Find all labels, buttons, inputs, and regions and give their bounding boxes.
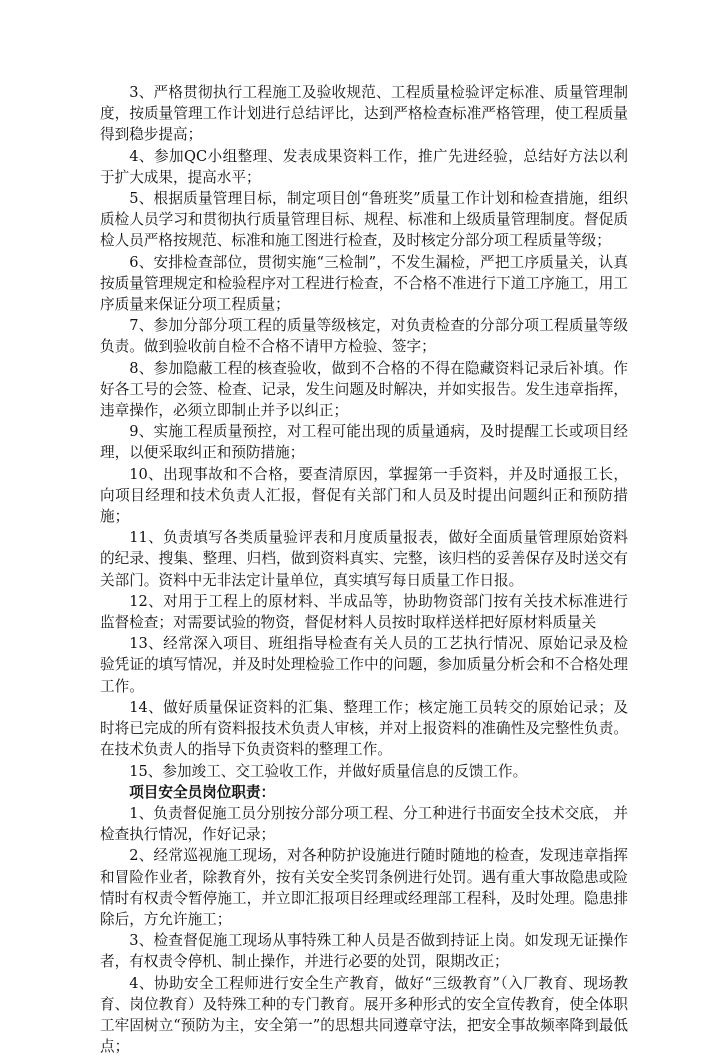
quality-duty-6: 6、安排检查部位，贯彻实施“三检制”，不发生漏检，严把工序质量关，认真按质量管理规定和检验程序对工程进行检查，不合格不准进行下道工序施工，用工序质量来保证分项工程质量； [100,253,628,314]
quality-duty-5: 5、根据质量管理目标，制定项目创“鲁班奖”质量工作计划和检查措施，组织质检人员学习和贯彻执行质量管理目标、规程、标准和上级质量管理制度。督促质检人员严格按规范、标准和施工图进行检查，及时核定分部分项工程质量等级； [100,190,628,250]
quality-duty-13: 13、经常深入项目、班组指导检查有关人员的工艺执行情况、原始记录及检验凭证的填写情况，并及时处理检验工作中的问题，参加质量分析会和不合格处理工作。 [100,635,628,695]
quality-duty-8: 8、参加隐蔽工程的核查验收，做到不合格的不得在隐藏资料记录后补填。作好各工号的会签、检查、记录，发生问题及时解决，并如实报告。发生违章指挥，违章操作，必须立即制止并予以纠正； [100,359,628,420]
safety-section-heading: 项目安全员岗位职责： [129,783,276,801]
quality-duty-11: 11、负责填写各类质量验评表和月度质量报表，做好全面质量管理原始资料的纪录、搜集、整理、归档，做到资料真实、完整，该归档的妥善保存及时送交有关部门。资料中无非法定计量单位，真实填写每日质量工作日报。 [100,529,628,589]
quality-duty-15: 15、参加竣工、交工验收工作，并做好质量信息的反馈工作。 [129,762,528,780]
quality-duty-7: 7、参加分部分项工程的质量等级核定，对负责检查的分部分项工程质量等级负责。做到验收前自检不合格不请甲方检验、签字； [100,317,628,356]
safety-duty-1: 1、负责督促施工员分别按分部分项工程、分工种进行书面安全技术交底， 并检查执行情况，作好记录； [100,804,628,844]
quality-duty-10: 10、出现事故和不合格，要查清原因，掌握第一手资料，并及时通报工长，向项目经理和技术负责人汇报，督促有关部门和人员及时提出问题纠正和预防措施； [100,465,628,526]
safety-duty-2: 2、经常巡视施工现场，对各种防护设施进行随时随地的检查，发现违章指挥和冒险作业者，除教育外，按有关安全奖罚条例进行处罚。遇有重大事故隐患或险情时有权责令暂停施工，并立即汇报项目经理或经理部工程科，及时处理。隐患排除后，方允许施工； [100,847,628,928]
quality-duty-14: 14、做好质量保证资料的汇集、整理工作；核定施工员转交的原始记录；及时将已完成的所有资料报技术负责人审核，并对上报资料的准确性及完整性负责。在技术负责人的指导下负责资料的整理工作。 [100,698,628,759]
document-page [100,82,628,1057]
quality-duty-12: 12、对用于工程上的原材料、半成品等，协助物资部门按有关技术标准进行监督检查；对需要试验的物资，督促材料人员按时取样送样把好原材料质量关 [100,592,628,632]
quality-duty-3: 3、严格贯彻执行工程施工及验收规范、工程质量检验评定标准、质量管理制度，按质量管理工作计划进行总结评比，达到严格检查标准严格管理，使工程质量得到稳步提高； [100,84,628,144]
safety-duty-3: 3、检查督促施工现场从事特殊工种人员是否做到持证上岗。如发现无证操作者，有权责令停机、制止操作，并进行必要的处罚，限期改正； [100,932,628,971]
quality-duty-9: 9、实施工程质量预控，对工程可能出现的质量通病，及时提醒工长或项目经理，以便采取纠正和预防措施； [100,423,628,462]
quality-duty-4: 4、参加QC小组整理、发表成果资料工作，推广先进经验，总结好方法以利于扩大成果，提高水平； [100,147,628,186]
safety-duty-4: 4、协助安全工程师进行安全生产教育，做好“三级教育”（入厂教育、现场教育、岗位教育）及特殊工种的专门教育。展开多种形式的安全宣传教育，使全体职工牢固树立“预防为主，安全第一”的思想共同遵章守法，把安全事故频率降到最低点； [100,974,628,1056]
